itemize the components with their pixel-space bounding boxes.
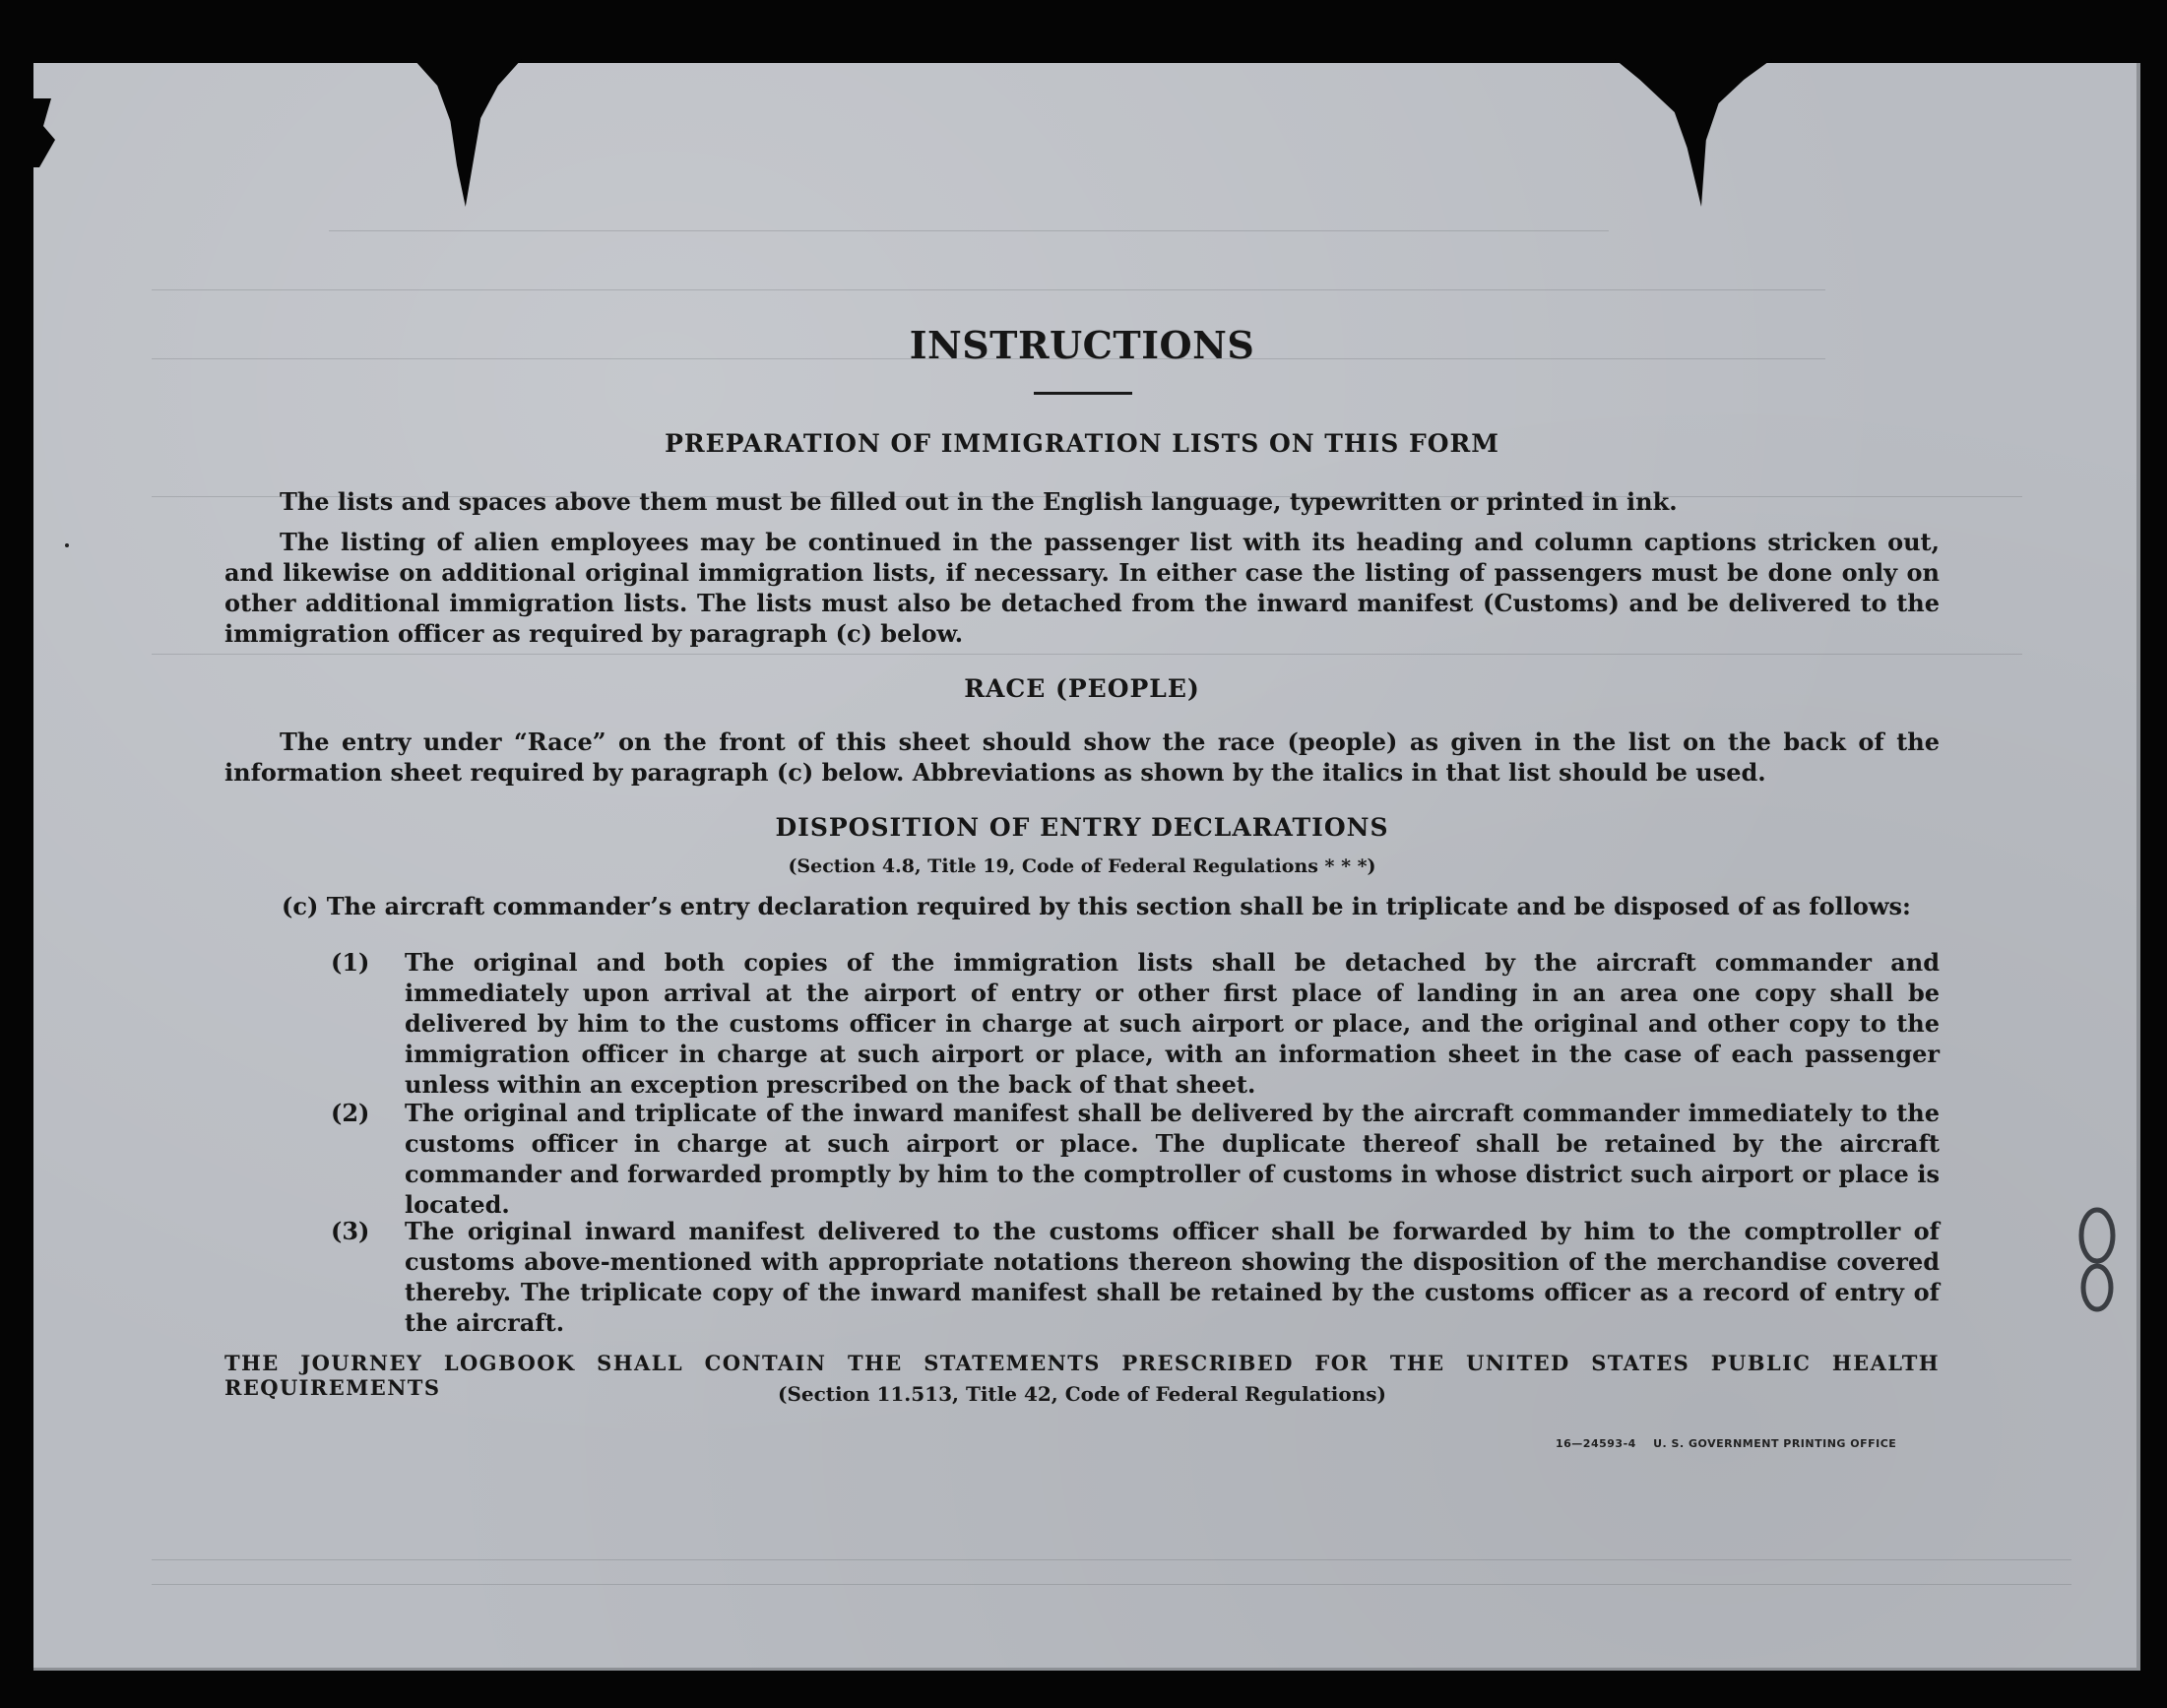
item-number: (1) <box>331 948 370 977</box>
disposition-item-2 <box>331 1098 1940 1220</box>
section-heading-preparation: PREPARATION OF IMMIGRATION LISTS ON THIS FORM <box>665 429 1499 458</box>
disposition-item-3 <box>331 1216 1940 1338</box>
intro-text: The aircraft commander’s entry declaration required by this section shall be in triplicate and be disposed of as follows: <box>326 892 1911 920</box>
item-number: (3) <box>331 1217 370 1245</box>
item-text: The original and triplicate of the inward manifest shall be delivered by the aircraft commander immediately to the customs officer in charge at such airport or place. The duplicate thereof shall be retained by the aircraft commander and forwarded promptly by him to the comptroller of customs in whose district such airport or place is located. <box>405 1099 1940 1219</box>
page-title: INSTRUCTIONS <box>909 323 1255 367</box>
public-health-statement: THE JOURNEY LOGBOOK SHALL CONTAIN THE STATEMENTS PRESCRIBED FOR THE UNITED STATES PUBLIC HEALTH REQUIREMENTS <box>224 1351 1940 1400</box>
intro-label: (c) <box>282 892 319 920</box>
section-heading-disposition: DISPOSITION OF ENTRY DECLARATIONS <box>775 813 1389 842</box>
disposition-citation: (Section 4.8, Title 19, Code of Federal Regulations * * *) <box>788 855 1376 877</box>
item-text: The original and both copies of the immigration lists shall be detached by the aircraft commander and immediately upon arrival at the airport of entry or other first place of landing in an area one copy shall be delivered by him to the customs officer in charge at such airport or place, and the original and other copy to the immigration officer in charge at such airport or place, with an information sheet in the case of each passenger unless within an exception prescribed on the back of that sheet. <box>405 948 1940 1099</box>
disposition-intro <box>282 891 1940 921</box>
printing-office-imprint: 16—24593-4 U. S. GOVERNMENT PRINTING OFFICE <box>1556 1437 1897 1450</box>
section-heading-race: RACE (PEOPLE) <box>964 674 1200 703</box>
item-text: The original inward manifest delivered to the customs officer shall be forwarded by him to the comptroller of customs above-mentioned with appropriate notations thereon showing the disposition of the merchandise covered thereby. The triplicate copy of the inward manifest shall be retained by the customs officer as a record of entry of the aircraft. <box>405 1217 1940 1337</box>
preparation-paragraph-2: The listing of alien employees may be continued in the passenger list with its heading and column captions stricken out, and likewise on additional original immigration lists, if necessary. In either case the listing of passengers must be done only on other additional immigration lists. The lists must also be detached from the inward manifest (Customs) and be delivered to the immigration officer as required by paragraph (c) below. <box>224 528 1940 648</box>
preparation-paragraph-1: The lists and spaces above them must be filled out in the English language, typewritten or printed in ink. <box>280 487 1678 516</box>
public-health-citation: (Section 11.513, Title 42, Code of Federal Regulations) <box>777 1382 1387 1406</box>
disposition-item-1 <box>331 947 1940 1100</box>
title-underline <box>1034 392 1132 395</box>
race-paragraph: The entry under “Race” on the front of this sheet should show the race (people) as given in the list on the back of the information sheet required by paragraph (c) below. Abbreviations as shown by the italics in that list should be used. <box>224 727 1940 787</box>
item-number: (2) <box>331 1099 370 1127</box>
